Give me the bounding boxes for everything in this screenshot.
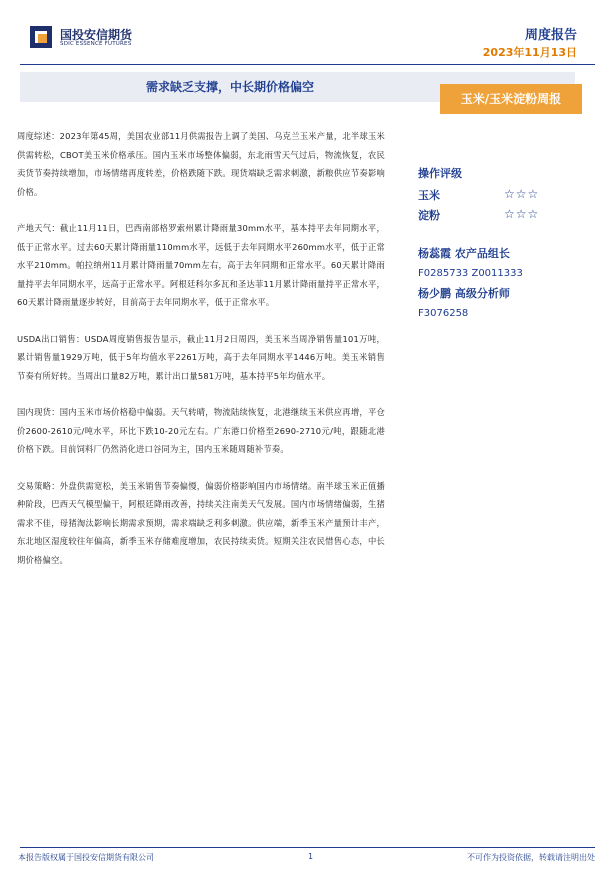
- category-tag: 玉米/玉米淀粉周报: [440, 84, 582, 114]
- company-logo: [30, 26, 170, 52]
- rating-row-corn: [418, 187, 598, 207]
- footer-divider: [20, 847, 595, 848]
- logo-name-en: SDIC ESSENCE FUTURES: [60, 41, 132, 47]
- paragraph-weather: 产地天气：截止11月11日，巴西南部格罗索州累计降雨量30mm水平，基本持平去年同期水平，低于正常水平。过去60天累计降雨量110mm水平，远低于去年同期水平260mm水平，低于正常水平210mm。帕拉纳州11月累计降雨量70mm左右，高于去年同期和正常水平。60天累计降雨量持平去年同期水平，远高于正常水平。阿根廷科尔多瓦和圣达菲11月累计降雨量持平正常水平，60天累计降雨量逐步转好，目前高于去年同期水平，低于正常水平。: [17, 223, 385, 307]
- rating-title: 操作评级: [418, 167, 462, 180]
- analyst-name: 杨蕊霞 农产品组长: [418, 247, 510, 260]
- logo-name-cn: 国投安信期货: [60, 28, 133, 42]
- analyst-name: 杨少鹏 高级分析师: [418, 287, 510, 300]
- paragraph-usda-sales: USDA出口销售：USDA周度销售报告显示，截止11月2日周四，美玉米当周净销售量101万吨，累计销售量1929万吨，低于5年均值水平2261万吨，高于去年同期水平1446万吨。美玉米销售节奏有所好转。当周出口量82万吨，累计出口量581万吨，基本持平5年均值水平。: [17, 333, 385, 381]
- logo-mark-icon: [30, 26, 52, 48]
- rating-row-starch: [418, 207, 598, 227]
- star-rating-icon: ☆☆☆: [504, 187, 540, 201]
- analyst-list: [418, 243, 598, 323]
- rating-label: 玉米: [418, 189, 440, 202]
- analyst-license: F0285733 Z0011333: [418, 268, 523, 279]
- report-type: 周度报告: [524, 28, 577, 43]
- header-divider: [20, 64, 595, 65]
- footer-disclaimer: 不可作为投资依据，转载请注明出处: [467, 853, 595, 862]
- footer-copyright: 本报告版权属于国投安信期货有限公司: [18, 853, 154, 862]
- main-content: [17, 127, 385, 587]
- paragraph-trading-strategy: 交易策略：外盘供需宽松，美玉米销售节奏偏慢，偏弱价格影响国内市场情绪。南半球玉米正值播种阶段，巴西天气模型偏干，阿根廷降雨改善，持续关注南美天气发展。国内市场情绪偏弱，生猪需求不佳，母猪淘汰影响长期需求预期，需求端缺乏利多刺激。供应端，新季玉米产量预计丰产，东北地区湿度较往年偏高，新季玉米存储难度增加，农民持续卖货。短期关注农民惜售心态，中长期价格偏空。: [17, 480, 385, 565]
- star-rating-icon: ☆☆☆: [504, 207, 540, 221]
- report-date: 2023年11月13日: [482, 46, 577, 59]
- paragraph-domestic-spot: 国内现货：国内玉米市场价格稳中偏弱。天气转晴，物流陆续恢复，北港继续玉米供应再增，平仓价2600-2610元/吨水平，环比下跌10-20元左右。广东港口价格至2690-2710元/吨，跟随北港价格下跌。目前饲料厂仍然消化进口谷同为主，国内玉米随周随补节奏。: [17, 407, 385, 454]
- report-title: 需求缺乏支撑，中长期价格偏空: [145, 80, 314, 94]
- page-number: 1: [308, 852, 314, 861]
- rating-label: 淀粉: [418, 209, 440, 222]
- analyst-license: F3076258: [418, 308, 469, 319]
- sidebar: [418, 165, 598, 323]
- paragraph-summary: 周度综述：2023年第45周，美国农业部11月供需报告上调了美国、乌克兰玉米产量，北半球玉米供需转松，CBOT美玉米价格承压。国内玉米市场整体偏弱，东北雨雪天气过后，物流恢复，农民卖货节奏持续增加，市场情绪再度转差，价格跌随下跌。现货端缺乏需求刺激，新粮供应节奏影响价格。: [17, 131, 385, 197]
